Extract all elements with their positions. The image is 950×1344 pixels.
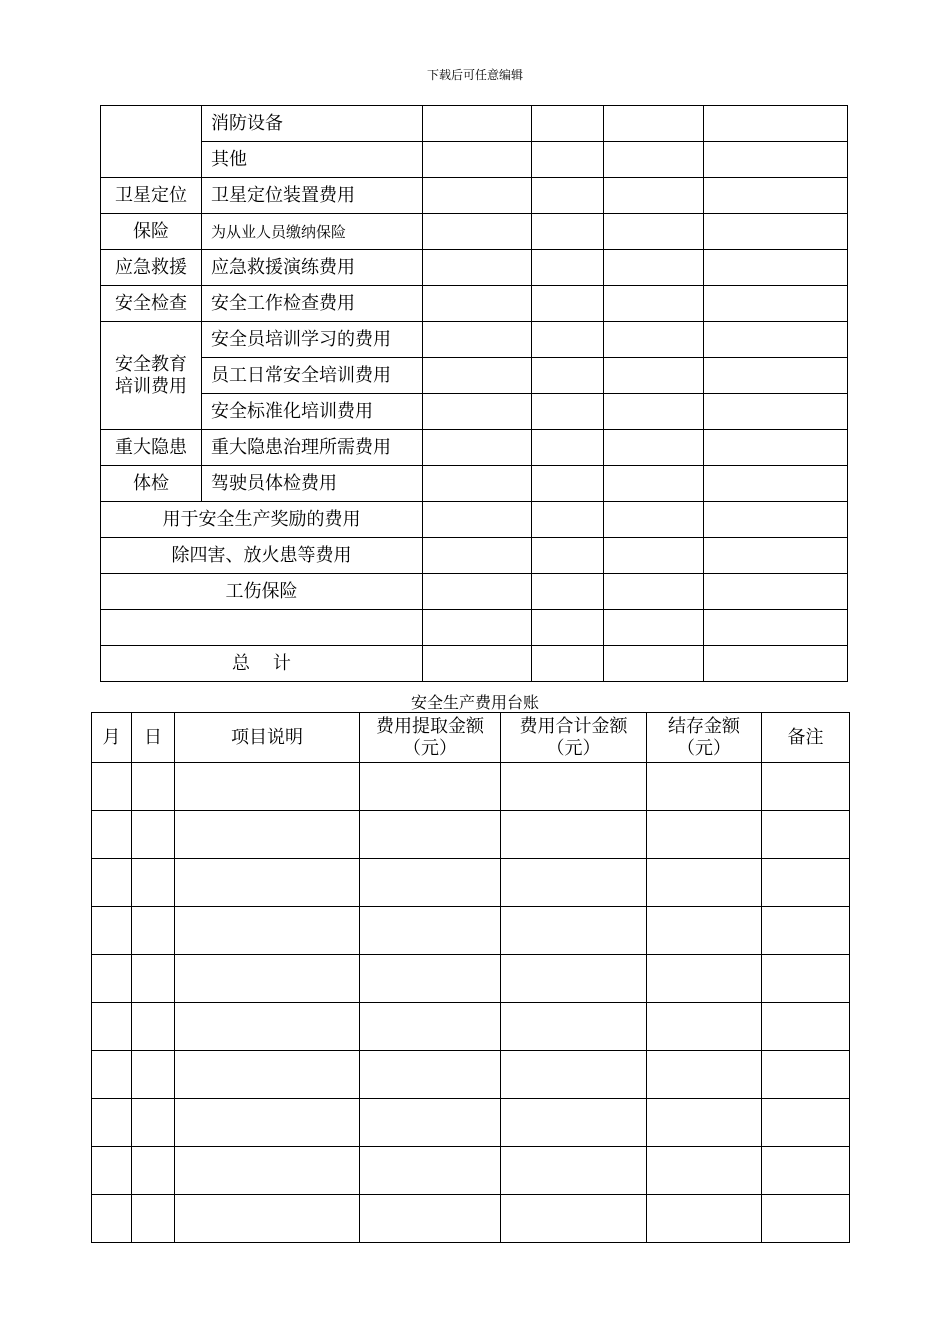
ledger-cell[interactable] bbox=[92, 859, 132, 907]
ledger-cell[interactable] bbox=[132, 1147, 175, 1195]
ledger-row bbox=[92, 907, 850, 955]
ledger-cell[interactable] bbox=[501, 811, 647, 859]
ledger-cell[interactable] bbox=[647, 955, 762, 1003]
amount-cell[interactable] bbox=[704, 358, 848, 394]
ledger-cell[interactable] bbox=[132, 955, 175, 1003]
ledger-cell[interactable] bbox=[360, 955, 501, 1003]
item-cell: 驾驶员体检费用 bbox=[202, 466, 423, 502]
ledger-table bbox=[91, 712, 850, 1243]
amount-cell[interactable] bbox=[704, 646, 848, 682]
ledger-cell[interactable] bbox=[360, 1003, 501, 1051]
ledger-cell[interactable] bbox=[360, 763, 501, 811]
amount-cell[interactable] bbox=[532, 574, 604, 610]
amount-cell[interactable] bbox=[604, 358, 704, 394]
amount-cell[interactable] bbox=[532, 538, 604, 574]
amount-cell[interactable] bbox=[604, 646, 704, 682]
category-cell bbox=[101, 106, 202, 178]
amount-cell[interactable] bbox=[532, 430, 604, 466]
header-withdraw bbox=[360, 713, 501, 763]
amount-cell[interactable] bbox=[604, 430, 704, 466]
amount-cell[interactable] bbox=[604, 142, 704, 178]
ledger-cell[interactable] bbox=[501, 907, 647, 955]
table-row bbox=[101, 214, 848, 250]
amount-cell[interactable] bbox=[604, 322, 704, 358]
ledger-cell[interactable] bbox=[360, 811, 501, 859]
ledger-cell[interactable] bbox=[501, 1195, 647, 1243]
ledger-cell[interactable] bbox=[360, 1099, 501, 1147]
item-cell: 应急救援演练费用 bbox=[202, 250, 423, 286]
ledger-cell[interactable] bbox=[132, 811, 175, 859]
ledger-cell[interactable] bbox=[92, 955, 132, 1003]
amount-cell[interactable] bbox=[423, 646, 532, 682]
header-month: 月 bbox=[92, 713, 132, 763]
ledger-cell[interactable] bbox=[501, 1003, 647, 1051]
amount-cell[interactable] bbox=[704, 502, 848, 538]
ledger-body bbox=[92, 763, 850, 1243]
amount-cell[interactable] bbox=[704, 394, 848, 430]
amount-cell[interactable] bbox=[532, 502, 604, 538]
ledger-row bbox=[92, 811, 850, 859]
ledger-cell[interactable] bbox=[762, 763, 850, 811]
amount-cell[interactable] bbox=[604, 106, 704, 142]
header-total-label: 费用合计金额 bbox=[519, 715, 628, 737]
table-row bbox=[101, 502, 848, 538]
amount-cell[interactable] bbox=[704, 250, 848, 286]
header-withdraw-label: 费用提取金额 bbox=[376, 715, 484, 737]
amount-cell[interactable] bbox=[423, 610, 532, 646]
ledger-cell[interactable] bbox=[647, 1147, 762, 1195]
ledger-cell[interactable] bbox=[92, 1003, 132, 1051]
ledger-cell[interactable] bbox=[762, 1003, 850, 1051]
amount-cell[interactable] bbox=[704, 538, 848, 574]
amount-cell[interactable] bbox=[604, 574, 704, 610]
ledger-row bbox=[92, 955, 850, 1003]
table-row bbox=[101, 394, 848, 430]
ledger-cell[interactable] bbox=[762, 907, 850, 955]
item-cell: 安全标准化培训费用 bbox=[202, 394, 423, 430]
ledger-cell[interactable] bbox=[360, 1051, 501, 1099]
table-row bbox=[101, 574, 848, 610]
ledger-cell[interactable] bbox=[647, 1099, 762, 1147]
amount-cell[interactable] bbox=[604, 214, 704, 250]
ledger-cell[interactable] bbox=[501, 1147, 647, 1195]
amount-cell[interactable] bbox=[704, 466, 848, 502]
category-cell: 保险 bbox=[101, 214, 202, 250]
ledger-row bbox=[92, 859, 850, 907]
amount-cell[interactable] bbox=[704, 574, 848, 610]
amount-cell[interactable] bbox=[532, 250, 604, 286]
amount-cell[interactable] bbox=[423, 178, 532, 214]
expense-table bbox=[100, 105, 848, 682]
span-item-cell: 除四害、放火患等费用 bbox=[101, 538, 423, 574]
amount-cell[interactable] bbox=[704, 214, 848, 250]
ledger-cell[interactable] bbox=[132, 1195, 175, 1243]
amount-cell[interactable] bbox=[604, 538, 704, 574]
item-cell: 卫星定位装置费用 bbox=[202, 178, 423, 214]
ledger-cell[interactable] bbox=[762, 859, 850, 907]
page-header: 下载后可任意编辑 bbox=[426, 68, 523, 82]
ledger-cell[interactable] bbox=[360, 1147, 501, 1195]
ledger-cell[interactable] bbox=[762, 1195, 850, 1243]
amount-cell[interactable] bbox=[423, 322, 532, 358]
ledger-cell[interactable] bbox=[501, 1051, 647, 1099]
table-row bbox=[101, 250, 848, 286]
ledger-row bbox=[92, 1147, 850, 1195]
total-label: 总 计 bbox=[101, 646, 423, 682]
amount-cell[interactable] bbox=[423, 106, 532, 142]
ledger-cell[interactable] bbox=[132, 859, 175, 907]
amount-cell[interactable] bbox=[423, 214, 532, 250]
category-cell: 卫星定位 bbox=[101, 178, 202, 214]
span-item-cell bbox=[101, 610, 423, 646]
ledger-cell[interactable] bbox=[360, 1195, 501, 1243]
ledger-cell[interactable] bbox=[132, 1051, 175, 1099]
category-cell: 安全检查 bbox=[101, 286, 202, 322]
total-row bbox=[101, 646, 848, 682]
ledger-cell[interactable] bbox=[360, 859, 501, 907]
span-item-cell: 工伤保险 bbox=[101, 574, 423, 610]
table-row bbox=[101, 358, 848, 394]
amount-cell[interactable] bbox=[704, 142, 848, 178]
ledger-cell[interactable] bbox=[92, 1099, 132, 1147]
header-balance-label: 结存金额 bbox=[668, 715, 740, 737]
ledger-cell[interactable] bbox=[762, 811, 850, 859]
amount-cell[interactable] bbox=[604, 250, 704, 286]
header-balance bbox=[647, 713, 762, 763]
table-row bbox=[101, 178, 848, 214]
amount-cell[interactable] bbox=[532, 610, 604, 646]
amount-cell[interactable] bbox=[704, 610, 848, 646]
table-row bbox=[101, 322, 848, 358]
ledger-cell[interactable] bbox=[175, 955, 360, 1003]
header-total-unit: （元） bbox=[546, 737, 601, 759]
amount-cell[interactable] bbox=[604, 610, 704, 646]
category-cell: 体检 bbox=[101, 466, 202, 502]
ledger-header-row bbox=[92, 713, 850, 763]
ledger-cell[interactable] bbox=[92, 811, 132, 859]
amount-cell[interactable] bbox=[604, 178, 704, 214]
ledger-row bbox=[92, 1003, 850, 1051]
ledger-title: 安全生产费用台账 bbox=[410, 693, 539, 712]
ledger-cell[interactable] bbox=[762, 1099, 850, 1147]
item-cell: 其他 bbox=[202, 142, 423, 178]
amount-cell[interactable] bbox=[423, 430, 532, 466]
ledger-cell[interactable] bbox=[647, 859, 762, 907]
amount-cell[interactable] bbox=[604, 286, 704, 322]
amount-cell[interactable] bbox=[423, 502, 532, 538]
amount-cell[interactable] bbox=[423, 250, 532, 286]
ledger-cell[interactable] bbox=[762, 1147, 850, 1195]
amount-cell[interactable] bbox=[532, 358, 604, 394]
amount-cell[interactable] bbox=[423, 358, 532, 394]
amount-cell[interactable] bbox=[423, 394, 532, 430]
ledger-cell[interactable] bbox=[647, 1195, 762, 1243]
amount-cell[interactable] bbox=[423, 466, 532, 502]
item-cell: 消防设备 bbox=[202, 106, 423, 142]
amount-cell[interactable] bbox=[604, 502, 704, 538]
amount-cell[interactable] bbox=[704, 286, 848, 322]
ledger-cell[interactable] bbox=[175, 1195, 360, 1243]
ledger-cell[interactable] bbox=[175, 763, 360, 811]
amount-cell[interactable] bbox=[532, 178, 604, 214]
category-cell: 应急救援 bbox=[101, 250, 202, 286]
amount-cell[interactable] bbox=[532, 466, 604, 502]
header-total bbox=[501, 713, 647, 763]
ledger-cell[interactable] bbox=[762, 955, 850, 1003]
ledger-cell[interactable] bbox=[92, 1195, 132, 1243]
amount-cell[interactable] bbox=[604, 466, 704, 502]
amount-cell[interactable] bbox=[704, 322, 848, 358]
ledger-cell[interactable] bbox=[647, 907, 762, 955]
amount-cell[interactable] bbox=[532, 286, 604, 322]
amount-cell[interactable] bbox=[423, 142, 532, 178]
ledger-row bbox=[92, 1099, 850, 1147]
ledger-cell[interactable] bbox=[132, 1003, 175, 1051]
header-remarks: 备注 bbox=[762, 713, 850, 763]
header-item: 项目说明 bbox=[175, 713, 360, 763]
amount-cell[interactable] bbox=[604, 394, 704, 430]
ledger-cell[interactable] bbox=[175, 1051, 360, 1099]
ledger-cell[interactable] bbox=[92, 1051, 132, 1099]
ledger-cell[interactable] bbox=[647, 1003, 762, 1051]
table-row bbox=[101, 610, 848, 646]
ledger-cell[interactable] bbox=[501, 859, 647, 907]
ledger-cell[interactable] bbox=[132, 1099, 175, 1147]
header-balance-unit: （元） bbox=[677, 737, 731, 759]
table-row bbox=[101, 466, 848, 502]
amount-cell[interactable] bbox=[704, 106, 848, 142]
amount-cell[interactable] bbox=[532, 322, 604, 358]
category-cell: 安全教育培训费用 bbox=[101, 322, 202, 430]
ledger-cell[interactable] bbox=[501, 955, 647, 1003]
table-row bbox=[101, 142, 848, 178]
ledger-cell[interactable] bbox=[647, 763, 762, 811]
ledger-cell[interactable] bbox=[175, 1003, 360, 1051]
header-withdraw-unit: （元） bbox=[403, 737, 457, 759]
amount-cell[interactable] bbox=[423, 286, 532, 322]
amount-cell[interactable] bbox=[704, 178, 848, 214]
item-cell: 安全工作检查费用 bbox=[202, 286, 423, 322]
item-cell: 安全员培训学习的费用 bbox=[202, 322, 423, 358]
ledger-cell[interactable] bbox=[92, 763, 132, 811]
item-cell: 为从业人员缴纳保险 bbox=[202, 214, 423, 250]
span-item-cell: 用于安全生产奖励的费用 bbox=[101, 502, 423, 538]
ledger-cell[interactable] bbox=[175, 811, 360, 859]
table-row bbox=[101, 106, 848, 142]
amount-cell[interactable] bbox=[532, 646, 604, 682]
amount-cell[interactable] bbox=[532, 142, 604, 178]
ledger-row bbox=[92, 1051, 850, 1099]
header-day: 日 bbox=[132, 713, 175, 763]
amount-cell[interactable] bbox=[532, 214, 604, 250]
amount-cell[interactable] bbox=[423, 538, 532, 574]
table-row bbox=[101, 430, 848, 466]
amount-cell[interactable] bbox=[423, 574, 532, 610]
ledger-row bbox=[92, 1195, 850, 1243]
ledger-cell[interactable] bbox=[647, 811, 762, 859]
ledger-cell[interactable] bbox=[175, 1099, 360, 1147]
ledger-cell[interactable] bbox=[501, 763, 647, 811]
ledger-cell[interactable] bbox=[175, 907, 360, 955]
ledger-cell[interactable] bbox=[175, 859, 360, 907]
category-cell: 重大隐患 bbox=[101, 430, 202, 466]
amount-cell[interactable] bbox=[532, 394, 604, 430]
amount-cell[interactable] bbox=[532, 106, 604, 142]
ledger-cell[interactable] bbox=[132, 763, 175, 811]
table-row bbox=[101, 286, 848, 322]
ledger-cell[interactable] bbox=[132, 907, 175, 955]
ledger-cell[interactable] bbox=[360, 907, 501, 955]
ledger-cell[interactable] bbox=[92, 907, 132, 955]
item-cell: 重大隐患治理所需费用 bbox=[202, 430, 423, 466]
amount-cell[interactable] bbox=[704, 430, 848, 466]
ledger-cell[interactable] bbox=[175, 1147, 360, 1195]
item-cell: 员工日常安全培训费用 bbox=[202, 358, 423, 394]
ledger-cell[interactable] bbox=[647, 1051, 762, 1099]
ledger-cell[interactable] bbox=[501, 1099, 647, 1147]
ledger-row bbox=[92, 763, 850, 811]
ledger-cell[interactable] bbox=[762, 1051, 850, 1099]
table-row bbox=[101, 538, 848, 574]
ledger-cell[interactable] bbox=[92, 1147, 132, 1195]
